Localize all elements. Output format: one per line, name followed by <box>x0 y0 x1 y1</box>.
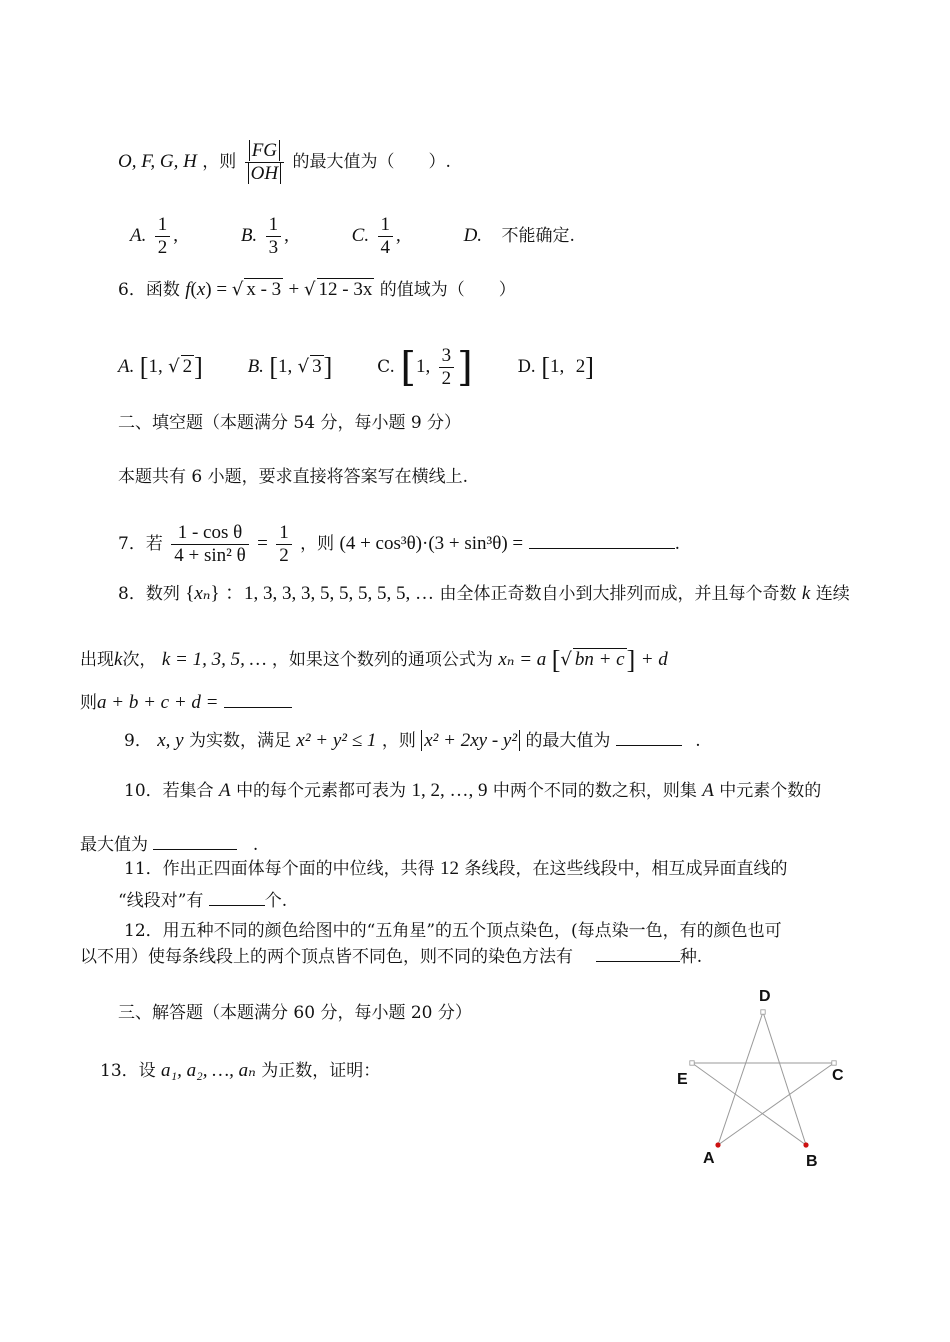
star-edge-eb <box>692 1063 806 1145</box>
q12-line2: 以不用）使每条线段上的两个顶点皆不同色，则不同的染色方法有 种. <box>80 947 703 967</box>
q6-text: 的值域为（ ） <box>379 280 516 300</box>
q8-line2: 出现k次， k = 1, 3, 5, … ，如果这个数列的通项公式为 xₙ = a [√ bn + c] + d <box>80 645 668 675</box>
q9-expression: x² + 2xy - y² <box>421 730 520 751</box>
q11-line2: “线段对”有 个. <box>118 891 288 911</box>
q7-expression: (4 + cos³θ)·(3 + sin³θ) = <box>339 533 524 554</box>
q5-frac-num: FG <box>249 140 280 161</box>
q5-fraction <box>245 140 284 185</box>
q6-stem: 6．函数 f(x) = √ x - 3 + √ 12 - 3x 的值域为（ ） <box>118 279 516 300</box>
q5-options: A. $\frac{1}{2}$ , B. $\frac{1}{3}$ , C. $\frac{1}{4}$ , D. 不能确定. <box>130 214 575 258</box>
q5-option-c-frac: $\frac{1}{4}$ <box>378 214 394 259</box>
q8-line1: 8．数列 {xₙ} ：1, 3, 3, 3, 5, 5, 5, 5, 5, … 由全体正奇数自小到大排列而成，并且每个奇数 k 连续 <box>118 583 850 604</box>
q7-rhs-fraction: $\frac{1}{2}$ <box>276 522 292 567</box>
star-vertices <box>690 1010 836 1148</box>
q5-option-c-letter: C. <box>351 225 370 246</box>
q9: 9． x, y 为实数，满足 x² + y² ≤ 1 ，则 x² + 2xy - y² 的最大值为 . <box>124 730 701 751</box>
vertex-label-b: B <box>806 1153 818 1170</box>
q10-line2: 最大值为 . <box>80 835 259 855</box>
star-edge-da <box>718 1012 763 1145</box>
vertex-label-c: C <box>832 1067 844 1084</box>
q6-label: 6．函数 <box>118 280 180 300</box>
q5-option-b-letter: B. <box>240 225 258 246</box>
q7-fraction: $\frac{\text{1 - cos θ}}{\text{4 + sin² θ}}$ <box>171 522 248 567</box>
q5-text: 的最大值为（ ）. <box>292 152 451 172</box>
q12-answer-blank[interactable] <box>596 947 680 962</box>
q13-variables: a₁, a₂, …, aₙ <box>161 1060 256 1081</box>
q5-option-d-text: 不能确定. <box>501 226 575 246</box>
star-lines <box>692 1012 834 1145</box>
q6-options: A. [1, √ 2] B. [1, √ 3] C. [1, $\frac{3}{2}$ ] D. [1, 2] <box>118 344 594 391</box>
star-vertex-a <box>715 1142 720 1147</box>
q8-answer-blank[interactable] <box>224 693 292 708</box>
q10-line1: 10．若集合 A 中的每个元素都可表为 1, 2, …, 9 中两个不同的数之积，则集 A 中元素个数的 <box>124 780 822 801</box>
star-vertex-c <box>832 1061 836 1065</box>
section2-title: 二、填空题（本题满分 54 分，每小题 9 分） <box>118 413 462 433</box>
q7: 7．若 $\frac{\text{1 - cos θ}}{\text{4 + sin² θ}}$ = $\frac{1}{2}$ ，则 (4 + cos³θ)·(3 + sin³θ) = . <box>118 522 680 566</box>
q8-terms: ：1, 3, 3, 3, 5, 5, 5, 5, 5, … <box>225 583 435 604</box>
star-vertex-d <box>761 1010 765 1014</box>
q10-set: 1, 2, …, 9 <box>411 780 488 801</box>
q6-radicand-2: 12 - 3x <box>318 279 373 300</box>
section2-intro: 本题共有 6 小题，要求直接将答案写在横线上. <box>118 467 469 487</box>
q8-line3: 则a + b + c + d = <box>80 692 292 714</box>
q6-option-c-frac: $\frac{3}{2}$ <box>439 345 455 390</box>
q5-sep: ，则 <box>202 152 237 172</box>
q5-frac-den: OH <box>248 163 281 184</box>
vertex-label-d: D <box>759 988 771 1005</box>
q6-option-a-hi: 2 <box>182 356 193 377</box>
q9-answer-blank[interactable] <box>616 731 682 746</box>
star-vertex-e <box>690 1061 694 1065</box>
q13: 13．设 a₁, a₂, …, aₙ 为正数，证明： <box>100 1060 381 1081</box>
q5-option-d-letter: D. <box>463 225 483 246</box>
q9-condition: x² + y² ≤ 1 <box>296 730 377 751</box>
star-edge-ca <box>718 1063 834 1145</box>
q8-k-values: k = 1, 3, 5, … <box>161 649 267 670</box>
vertex-label-a: A <box>703 1150 715 1167</box>
q5-tail <box>118 140 451 185</box>
star-edge-db <box>763 1012 806 1145</box>
q5-option-a-letter: A. <box>130 225 147 246</box>
section3-title: 三、解答题（本题满分 60 分，每小题 20 分） <box>118 1003 472 1023</box>
q6-option-b-hi: 3 <box>312 356 322 377</box>
q5-points: O, F, G, H <box>118 151 197 172</box>
vertex-label-e: E <box>677 1071 688 1088</box>
q5-option-a-frac: $\frac{1}{2}$ <box>155 214 171 259</box>
star-vertex-b <box>803 1142 808 1147</box>
q11-line1: 11．作出正四面体每个面的中位线，共得 12 条线段，在这些线段中，相互成异面直线的 <box>124 858 788 879</box>
q7-answer-blank[interactable] <box>529 534 675 549</box>
q6-radicand-1: x - 3 <box>246 279 282 300</box>
q11-answer-blank[interactable] <box>209 891 265 906</box>
q8-radicand: bn + c <box>574 649 625 670</box>
q5-option-b-frac: $\frac{1}{3}$ <box>266 214 282 259</box>
q12-line1: 12．用五种不同的颜色给图中的“五角星”的五个顶点染色，(每点染一色，有的颜色也可 <box>124 921 782 941</box>
q10-answer-blank[interactable] <box>153 835 237 850</box>
